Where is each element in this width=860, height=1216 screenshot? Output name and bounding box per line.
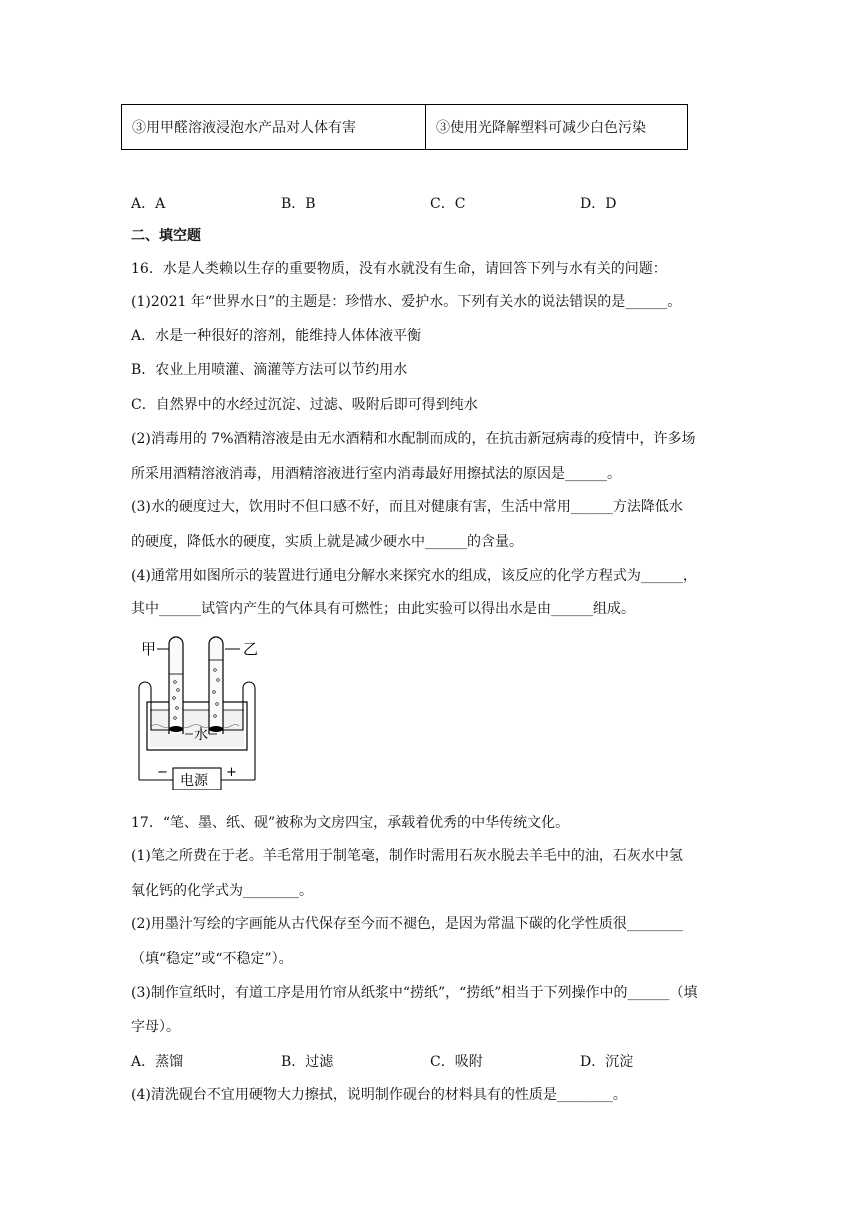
section-title: 二、填空题	[131, 228, 201, 244]
test-tube-left	[169, 637, 183, 734]
power-source-label: 电源	[180, 773, 208, 789]
q17-part2-line2: （填“稳定”或“不稳定”）。	[131, 951, 293, 967]
q16-part1: (1)2021 年“世界水日”的主题是：珍惜水、爱护水。下列有关水的说法错误的是______。	[131, 294, 682, 310]
q17-part3-line2: 字母）。	[131, 1019, 180, 1035]
q16-part3-line2: 的硬度，降低水的硬度，实质上就是减少硬水中______的含量。	[131, 534, 523, 550]
q16-part1-option-c: C．自然界中的水经过沉淀、过滤、吸附后即可得到纯水	[131, 397, 478, 413]
minus-sign: −	[157, 765, 168, 780]
q16-part4-line1: (4)通常用如图所示的装置进行通电分解水来探究水的组成，该反应的化学方程式为______，	[131, 568, 697, 584]
water-label: 水	[194, 727, 208, 743]
q17-part4: (4)清洗砚台不宜用硬物大力擦拭，说明制作砚台的材料具有的性质是________。	[131, 1087, 627, 1103]
q17-option-a: A．蒸馏	[131, 1054, 184, 1070]
options-table	[121, 104, 688, 150]
q16-part4-line2: 其中______试管内产生的气体具有可燃性；由此实验可以得出水是由______组成。	[131, 601, 635, 617]
table-cell-left: ③用甲醛溶液浸泡水产品对人体有害	[122, 105, 426, 150]
table-row	[122, 105, 688, 150]
tube-label-right: 乙	[243, 640, 259, 658]
plus-sign: +	[226, 765, 237, 780]
q17-part1-line1: (1)笔之所费在于老。羊毛常用于制笔毫，制作时需用石灰水脱去羊毛中的油，石灰水中氢	[131, 848, 683, 864]
q17-part2-line1: (2)用墨汁写绘的字画能从古代保存至今而不褪色，是因为常温下碳的化学性质很________	[131, 916, 683, 932]
q17-option-d: D．沉淀	[580, 1054, 634, 1070]
q16-part1-option-a: A．水是一种很好的溶剂，能维持人体体液平衡	[131, 328, 422, 344]
q17-option-b: B．过滤	[281, 1054, 334, 1070]
electrolysis-figure	[125, 630, 270, 790]
q17-stem: 17．“笔、墨、纸、砚”被称为文房四宝，承载着优秀的中华传统文化。	[131, 815, 570, 831]
q16-part1-option-b: B．农业上用喷灌、滴灌等方法可以节约用水	[131, 362, 408, 378]
q17-option-c: C．吸附	[430, 1054, 483, 1070]
q16-part3-line1: (3)水的硬度过大，饮用时不但口感不好，而且对健康有害，生活中常用______方法降低水	[131, 499, 683, 515]
q15-option-b: B．B	[281, 196, 316, 212]
electrode-right	[209, 726, 223, 732]
q16-stem: 16．水是人类赖以生存的重要物质，没有水就没有生命，请回答下列与水有关的问题：	[131, 261, 667, 277]
q16-part2-line2: 所采用酒精溶液消毒，用酒精溶液进行室内消毒最好用擦拭法的原因是______。	[131, 466, 621, 482]
table-cell-right: ③使用光降解塑料可减少白色污染	[426, 105, 688, 150]
tube-label-left: 甲	[141, 640, 157, 658]
q15-option-d: D．D	[580, 196, 617, 212]
q15-option-a: A．A	[131, 196, 166, 212]
q15-option-c: C．C	[430, 196, 466, 212]
test-tube-right	[209, 637, 223, 734]
q16-part2-line1: (2)消毒用的 7%酒精溶液是由无水酒精和水配制而成的，在抗击新冠病毒的疫情中，许多场	[131, 431, 696, 447]
electrode-left	[169, 726, 183, 732]
q17-part1-line2: 氧化钙的化学式为________。	[131, 883, 313, 899]
q17-part3-line1: (3)制作宣纸时，有道工序是用竹帘从纸浆中“捞纸”，“捞纸”相当于下列操作中的______（填	[131, 985, 698, 1001]
